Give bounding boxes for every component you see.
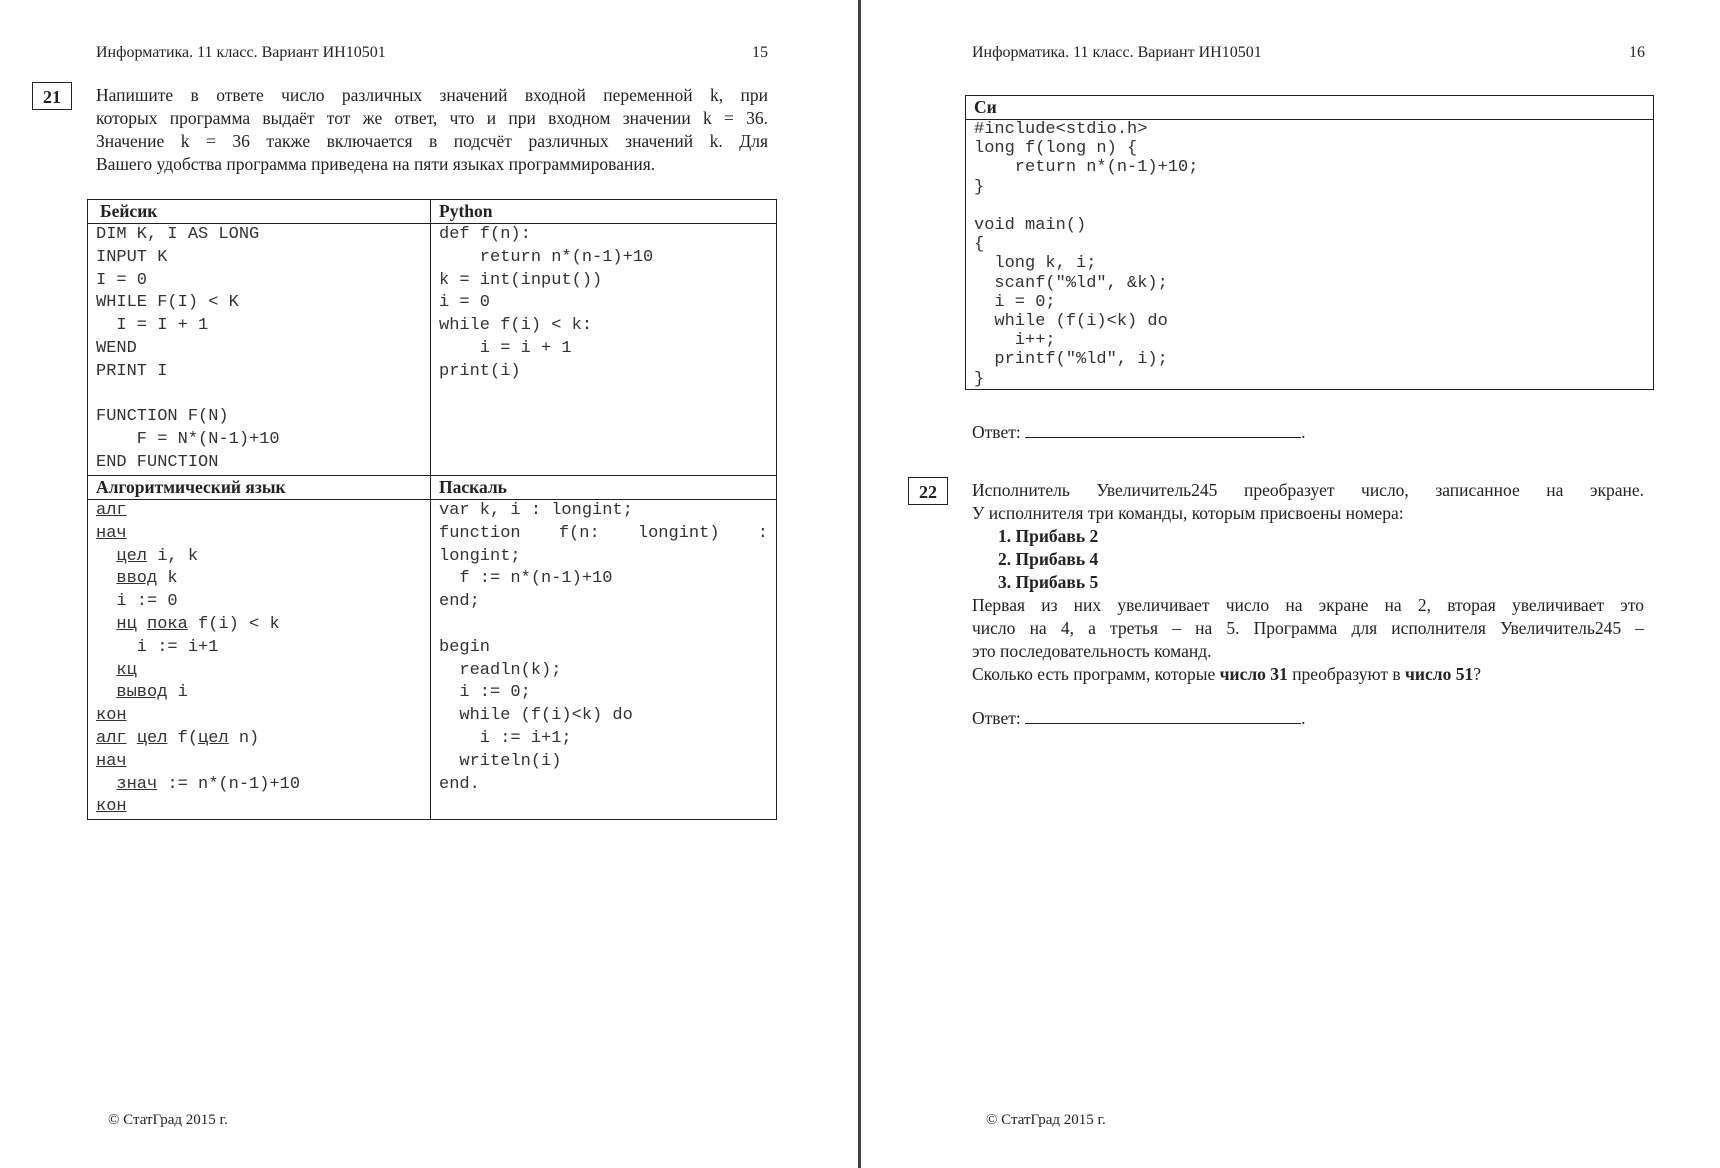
task21-line: которых программа выдаёт тот же ответ, что и при входном значении k = 36.: [96, 108, 768, 128]
right-page: [862, 0, 1720, 1168]
command-item: 3. Прибавь 5: [998, 572, 1099, 592]
command-list: [998, 525, 1098, 594]
task21-text: [96, 84, 768, 176]
pascal-header: Паскаль: [431, 476, 777, 500]
pascal-code: longint; f := n*(n-1)+10 end; begin readln(k); i := 0; while (f(i)<k) do i := i+1; writeln(i) end.: [439, 546, 633, 794]
task22-line: число на 4, а третья – на 5. Программа для исполнителя Увеличитель245 –: [972, 618, 1644, 638]
task22-line: Первая из них увеличивает число на экране на 2, вторая увеличивает это: [972, 595, 1644, 615]
task21-line: Напишите в ответе число различных значений входной переменной k, при: [96, 85, 768, 105]
task21-line: Вашего удобства программа приведена на пяти языках программирования.: [96, 154, 656, 174]
code-table: [87, 199, 777, 820]
pascal-line1: var k, i : longint;: [439, 501, 633, 520]
algo-code: алг нач цел i, k ввод k i := 0 нц пока f(i) < k i := i+1 кц вывод i кон алг цел f(цел n) нач знач := n*(n-1)+10 кон: [96, 501, 301, 817]
task22-intro: [972, 479, 1644, 525]
task22-line: это последовательность команд.: [972, 641, 1212, 661]
task-number-22: 22: [908, 477, 948, 505]
answer-21: Ответ: .: [972, 422, 1306, 442]
task22-line: Исполнитель Увеличитель245 преобразует число, записанное на экране.: [972, 480, 1644, 500]
command-item: 1. Прибавь 2: [998, 526, 1099, 546]
python-code: def f(n): return n*(n-1)+10 k = int(input()) i = 0 while f(i) < k: i = i + 1 print(i): [439, 225, 654, 381]
page-header-title: Информатика. 11 класс. Вариант ИН10501: [96, 44, 386, 61]
page-header-title: Информатика. 11 класс. Вариант ИН10501: [972, 44, 1262, 61]
task21-line: Значение k = 36 также включается в подсчёт различных значений k. Для: [96, 131, 768, 151]
answer-input-22[interactable]: [1025, 709, 1301, 724]
task22-body: [972, 594, 1644, 686]
page-footer: © СтатГрад 2015 г.: [108, 1112, 228, 1128]
algo-header: Алгоритмический язык: [88, 476, 431, 500]
c-code-table: [965, 95, 1654, 390]
page-divider: [858, 0, 861, 1168]
command-item: 2. Прибавь 4: [998, 549, 1099, 569]
left-page: [0, 0, 858, 1168]
task-number-21: 21: [32, 82, 72, 110]
answer-label: Ответ:: [972, 708, 1021, 728]
c-header: Си: [966, 96, 1654, 120]
c-code: #include<stdio.h> long f(long n) { return n*(n-1)+10; } void main() { long k, i; scanf("%ld", &k); i = 0; while (f(i)<k) do i++; printf("%ld", i); }: [974, 120, 1199, 389]
pascal-line2: function f(n: longint) :: [439, 523, 768, 543]
task22-line: У исполнителя три команды, которым присвоены номера:: [972, 503, 1404, 523]
page-footer: © СтатГрад 2015 г.: [986, 1112, 1106, 1128]
python-header: Python: [431, 200, 777, 224]
basic-header: Бейсик: [88, 200, 431, 224]
page-number: 16: [1629, 44, 1645, 61]
answer-22: Ответ: .: [972, 708, 1306, 728]
basic-code: DIM K, I AS LONG INPUT K I = 0 WHILE F(I) < K I = I + 1 WEND PRINT I FUNCTION F(N) F = N*(N-1)+10 END FUNCTION: [96, 225, 280, 472]
answer-input-21[interactable]: [1025, 423, 1301, 438]
task22-question: Сколько есть программ, которые число 31 преобразуют в число 51?: [972, 664, 1481, 684]
answer-label: Ответ:: [972, 422, 1021, 442]
page-number: 15: [752, 44, 768, 61]
